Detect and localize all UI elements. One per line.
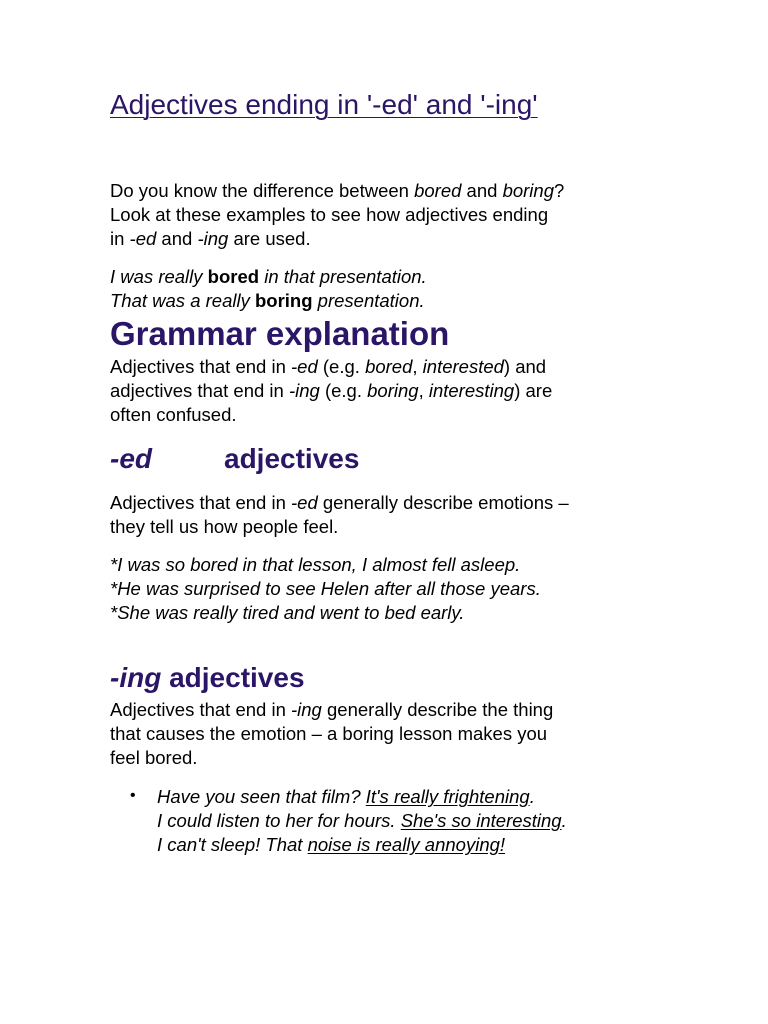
intro-line-3: in -ed and -ing are used. bbox=[110, 228, 311, 249]
ed-desc-line-2: they tell us how people feel. bbox=[110, 516, 339, 537]
bullet-icon: • bbox=[130, 787, 136, 804]
example-bored: I was really bored in that presentation. bbox=[110, 266, 427, 287]
ed-example-1: *I was so bored in that lesson, I almost fell asleep. bbox=[110, 554, 521, 575]
intro-line-1: Do you know the difference between bored and boring? bbox=[110, 180, 565, 201]
document-title: Adjectives ending in '-ed' and '-ing' bbox=[110, 89, 538, 120]
ed-example-3: *She was really tired and went to bed early. bbox=[110, 602, 465, 623]
intro-line-2: Look at these examples to see how adjectives ending bbox=[110, 204, 549, 225]
ed-section-heading: -ed adjectives bbox=[110, 443, 360, 474]
grammar-heading: Grammar explanation bbox=[110, 315, 450, 352]
grammar-line-1: Adjectives that end in -ed (e.g. bored, interested) and bbox=[110, 356, 547, 377]
grammar-line-3: often confused. bbox=[110, 404, 237, 425]
grammar-line-2: adjectives that end in -ing (e.g. boring, interesting) are bbox=[110, 380, 553, 401]
ing-section-heading: -ing adjectives bbox=[110, 662, 305, 693]
ing-example-2: I could listen to her for hours. She's so interesting. bbox=[157, 810, 567, 831]
example-boring: That was a really boring presentation. bbox=[110, 290, 425, 311]
ing-desc-line-2: that causes the emotion – a boring lesson makes you bbox=[110, 723, 548, 744]
ing-desc-line-3: feel bored. bbox=[110, 747, 198, 768]
ing-example-3: I can't sleep! That noise is really annoying! bbox=[157, 834, 506, 855]
ed-example-2: *He was surprised to see Helen after all those years. bbox=[110, 578, 541, 599]
ing-example-1: Have you seen that film? It's really frightening. bbox=[157, 786, 535, 807]
ed-desc-line-1: Adjectives that end in -ed generally describe emotions – bbox=[110, 492, 569, 513]
ing-desc-line-1: Adjectives that end in -ing generally describe the thing bbox=[110, 699, 554, 720]
